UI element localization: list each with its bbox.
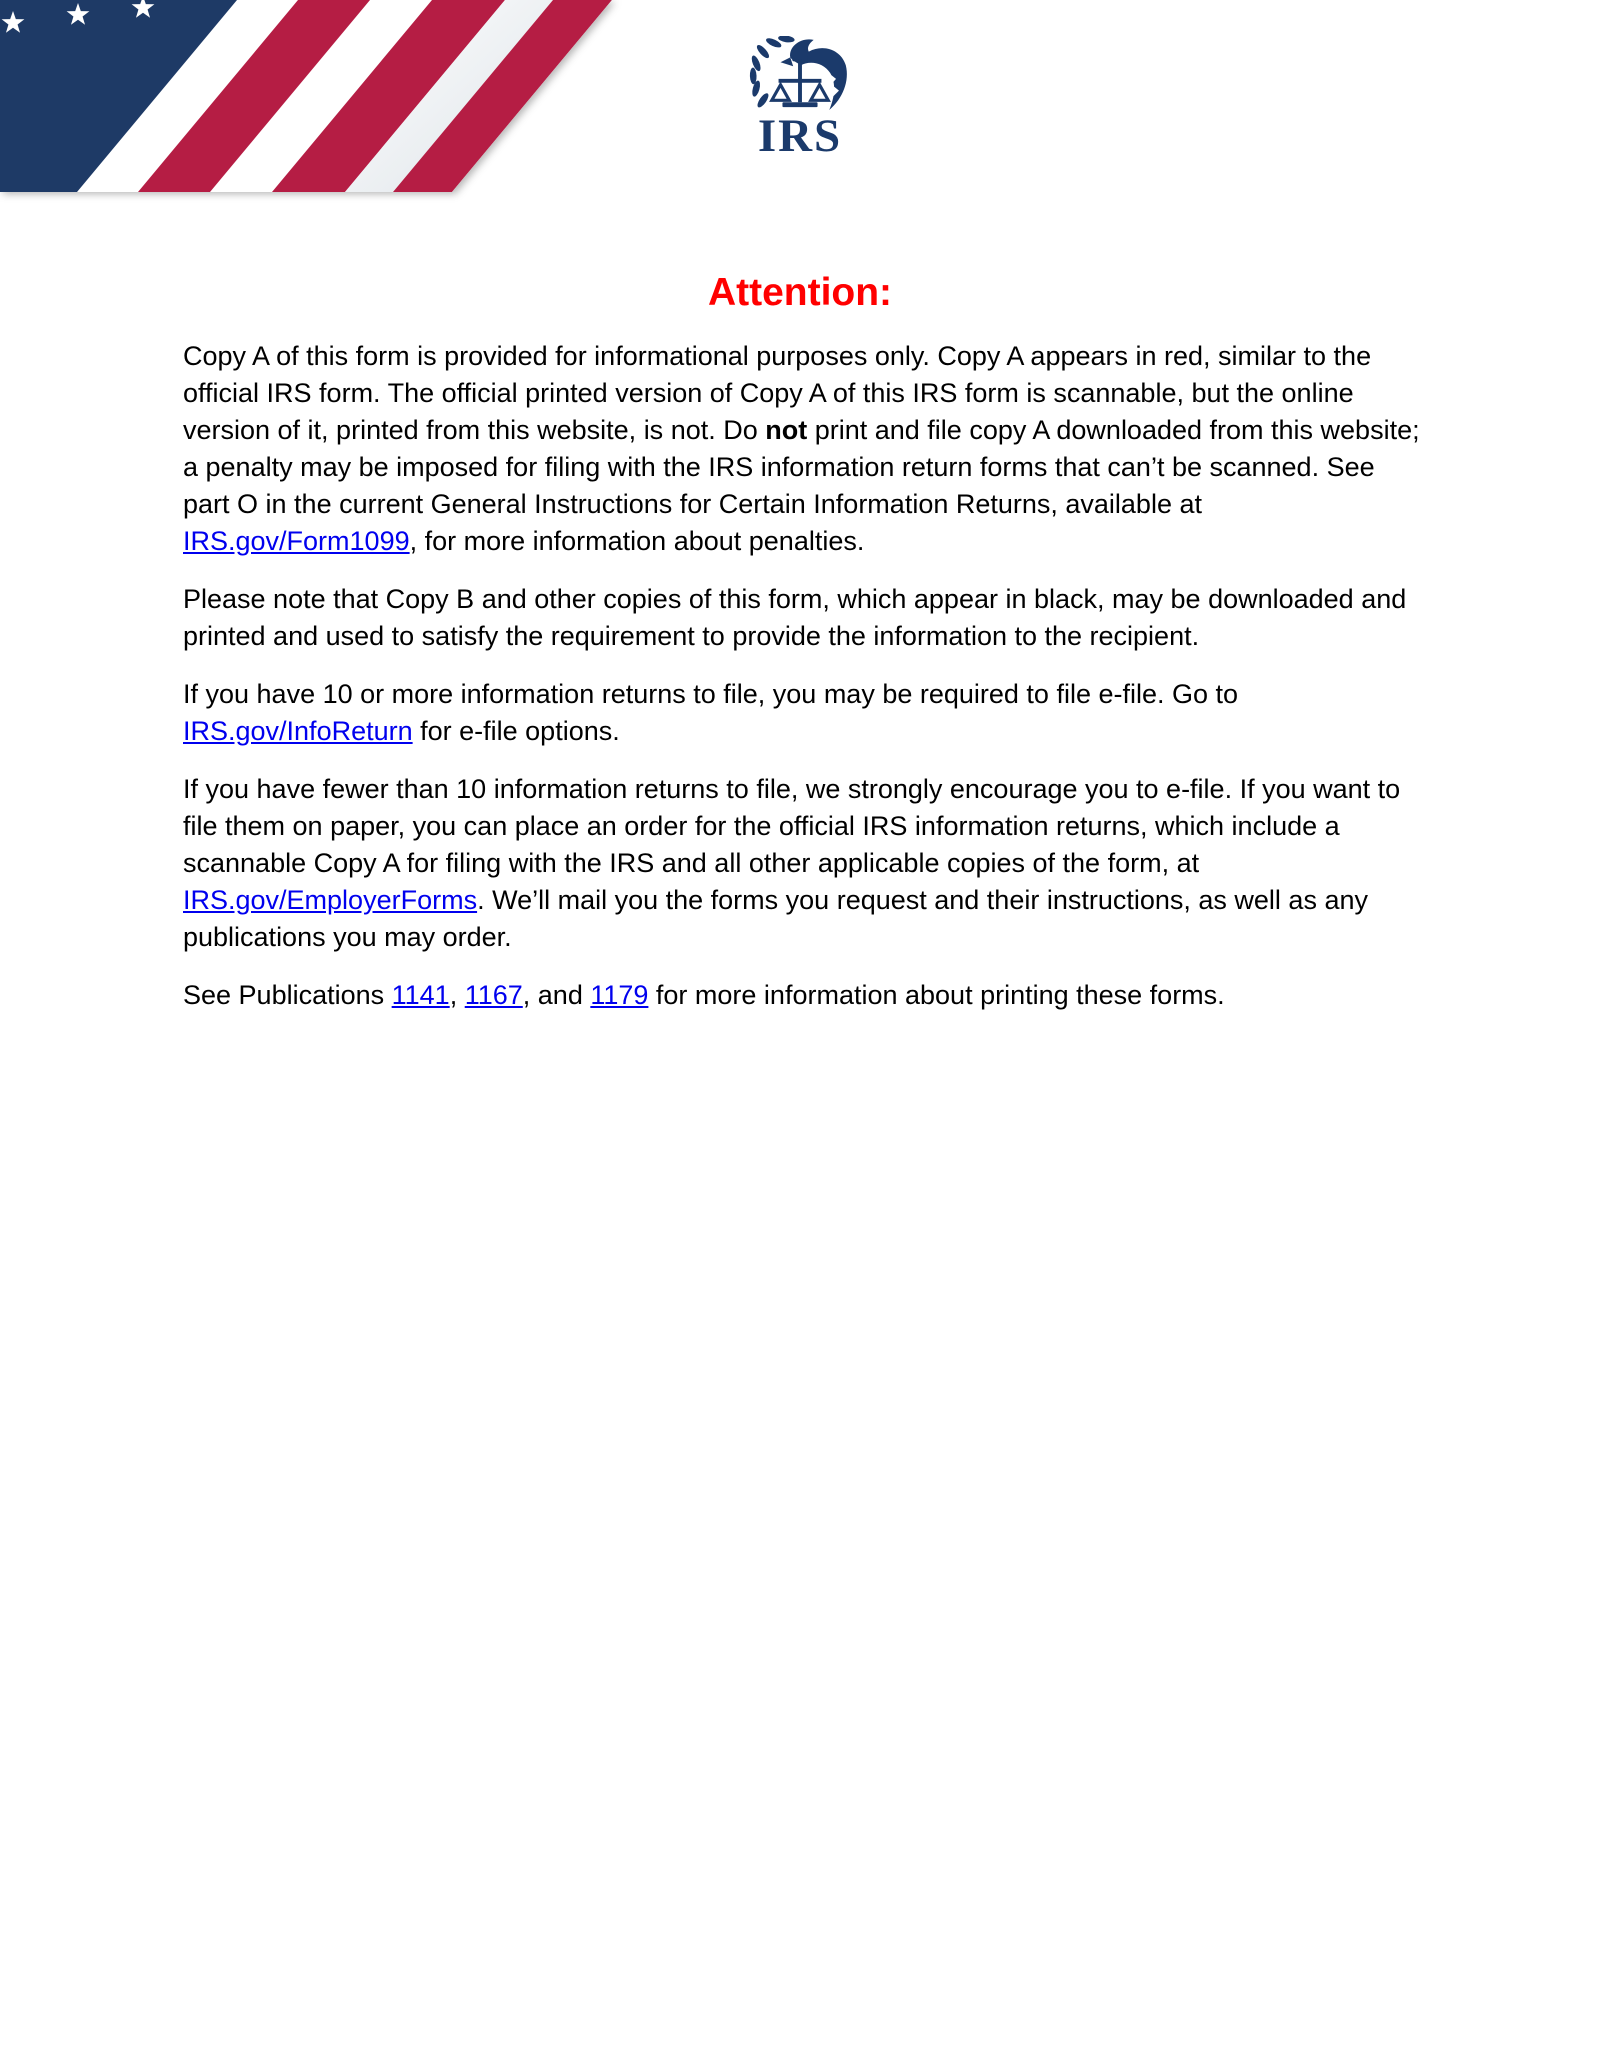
text-run: for e-file options. (412, 716, 620, 746)
bold-text: not (765, 415, 808, 445)
irs-eagle-emblem-icon (741, 36, 859, 112)
paragraph-efile-required (183, 676, 1423, 750)
text-run: Please note that Copy B and other copies of this form, which appear in black, may be downloaded and printed and used to satisfy the requirement to provide the information to the recipient. (183, 584, 1407, 651)
text-run: , (449, 980, 465, 1010)
inline-link[interactable]: 1141 (391, 980, 450, 1010)
text-run: If you have 10 or more information returns to file, you may be required to file e-file. Go to (183, 679, 1239, 709)
text-run: , and (522, 980, 591, 1010)
inline-link[interactable]: 1179 (590, 980, 649, 1010)
paragraph-copy-b (183, 581, 1423, 655)
inline-link[interactable]: 1167 (464, 980, 523, 1010)
paragraph-paper-order (183, 771, 1423, 956)
irs-logotype: IRS (757, 110, 843, 162)
text-run: Copy A of this form is provided for informational purposes only. Copy A appears in red, similar to the official IRS form. The official printed version of Copy A of this IRS form is scannable, but the online version of it, printed from this website, is not. Do (183, 341, 1372, 445)
text-run: . We’ll mail you the forms you request and their instructions, as well as any publications you may order. (183, 885, 1368, 952)
irs-logo (0, 36, 1600, 160)
inline-link[interactable]: IRS.gov/InfoReturn (183, 716, 413, 746)
notice-body (183, 338, 1423, 1035)
text-run: If you have fewer than 10 information returns to file, we strongly encourage you to e-file. If you want to file them on paper, you can place an order for the official IRS information returns, which include a scannable Copy A for filing with the IRS and all other applicable copies of the form, at (183, 774, 1401, 878)
inline-link[interactable]: IRS.gov/Form1099 (183, 526, 410, 556)
paragraph-publications (183, 977, 1423, 1014)
attention-heading: Attention: (707, 271, 893, 314)
text-run: , for more information about penalties. (409, 526, 865, 556)
text-run: See Publications (183, 980, 392, 1010)
text-run: for more information about printing these forms. (648, 980, 1225, 1010)
paragraph-copy-a (183, 338, 1423, 560)
inline-link[interactable]: IRS.gov/EmployerForms (183, 885, 478, 915)
text-run: print and file copy A downloaded from this website; a penalty may be imposed for filing with the IRS information return forms that can’t be scanned. See part O in the current General Instructions for Certain Information Returns, available at (183, 415, 1420, 519)
